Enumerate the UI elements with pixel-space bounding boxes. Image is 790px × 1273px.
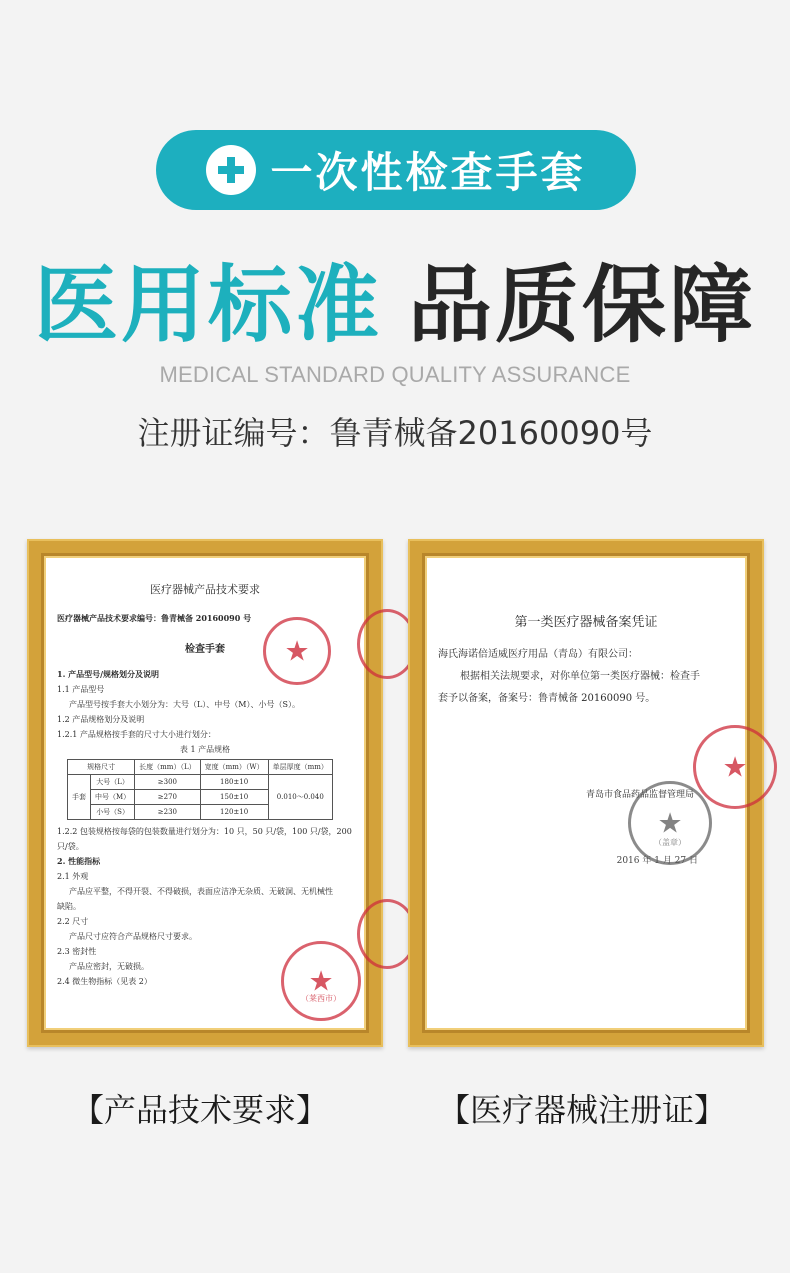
doc-line: 2.2 尺寸 [57, 917, 89, 926]
cert-body-line: 套予以备案，备案号：鲁青械备 20160090 号。 [438, 693, 656, 704]
doc-line: 1.2.2 包装规格按每袋的包装数量进行划分为：10 只，50 只/袋，100 只/袋，200 [57, 827, 352, 836]
cert-issuer: 青岛市食品药品监督管理局 [585, 790, 694, 800]
cert-company: 海氏海诺倍适威医疗用品（青岛）有限公司： [438, 649, 638, 660]
cert-date: 2016 年 1 月 27 日 [616, 856, 698, 866]
doc-product-name: 检查手套 [185, 644, 225, 655]
doc-line: 2.4 微生物指标（见表 2） [57, 977, 152, 986]
table-cell: 180±10 [200, 775, 268, 790]
official-seal-stamp [263, 617, 331, 685]
doc-line: 2.1 外观 [57, 872, 89, 881]
product-title: 一次性检查手套 [270, 148, 586, 197]
table-cell: ≥300 [135, 775, 200, 790]
registration-number: 注册证编号：鲁青械备20160090号 [137, 414, 653, 452]
spec-table [67, 759, 333, 820]
doc-line: 只/袋。 [57, 842, 84, 851]
table-cell: 中号（M） [91, 790, 135, 805]
doc-title: 医疗器械产品技术要求 [150, 583, 260, 596]
left-certificate-frame [27, 539, 383, 1047]
table-cell: 大号（L） [91, 775, 135, 790]
doc-line: 产品应平整，不得开裂、不得破损，表面应洁净无杂质、无破洞、无机械性 [69, 887, 333, 896]
doc-line: 产品型号按手套大小划分为：大号（L）、中号（M）、小号（S）。 [69, 700, 300, 709]
table-header: 长度（mm）（L） [135, 760, 200, 775]
cert-body-line: 根据相关法规要求，对你单位第一类医疗器械：检查手 [460, 671, 700, 682]
doc-line: 2.3 密封性 [57, 947, 97, 956]
doc-line: 1.2.1 产品规格按手套的尺寸大小进行划分： [57, 730, 216, 739]
official-seal-stamp [281, 941, 361, 1021]
star-icon: ★ [722, 750, 748, 784]
table-header: 规格尺寸 [68, 760, 135, 775]
table-group: 手套 [68, 775, 91, 820]
table-cell: ≥230 [135, 805, 200, 820]
seal-label: （盖章） [654, 838, 686, 847]
doc-line: 2. 性能指标 [57, 856, 101, 866]
cert-title: 第一类医疗器械备案凭证 [514, 615, 658, 630]
table-cell: 120±10 [200, 805, 268, 820]
star-icon: ★ [308, 964, 334, 998]
star-icon: ★ [284, 634, 310, 668]
star-icon: ★ [657, 806, 683, 840]
doc-line: 产品尺寸应符合产品规格尺寸要求。 [69, 932, 197, 941]
table-cell: ≥270 [135, 790, 200, 805]
doc-number-line: 医疗器械产品技术要求编号：鲁青械备 20160090 号 [57, 613, 252, 623]
table-caption: 表 1 产品规格 [179, 745, 231, 754]
table-header: 宽度（mm）（W） [200, 760, 268, 775]
headline-dark: 品质保障 [408, 256, 757, 354]
doc-line: 缺陷。 [57, 902, 81, 911]
seal-label: （莱西市） [301, 994, 341, 1003]
headline [0, 238, 790, 359]
product-title-pill [156, 130, 636, 210]
english-subtitle: MEDICAL STANDARD QUALITY ASSURANCE [159, 362, 631, 387]
right-certificate-frame [408, 539, 764, 1047]
table-cell: 150±10 [200, 790, 268, 805]
doc-line: 1. 产品型号/规格划分及说明 [57, 669, 160, 679]
official-seal-stamp [693, 725, 777, 809]
table-cell: 0.010～0.040 [268, 775, 332, 820]
table-header: 单层厚度（mm） [268, 760, 332, 775]
official-seal-stamp [628, 781, 712, 865]
plus-circle-icon [206, 145, 256, 195]
doc-line: 产品应密封，无破损。 [69, 962, 149, 971]
registration-certificate-document [438, 569, 748, 1017]
caption-tech-requirements: 【产品技术要求】 [72, 1091, 329, 1129]
headline-teal: 医用标准 [33, 256, 382, 354]
doc-line: 1.1 产品型号 [57, 685, 105, 694]
table-cell: 小号（S） [91, 805, 135, 820]
tech-requirements-document [57, 569, 353, 1017]
doc-line: 1.2 产品规格划分及说明 [57, 715, 145, 724]
caption-registration-certificate: 【医疗器械注册证】 [438, 1091, 727, 1129]
